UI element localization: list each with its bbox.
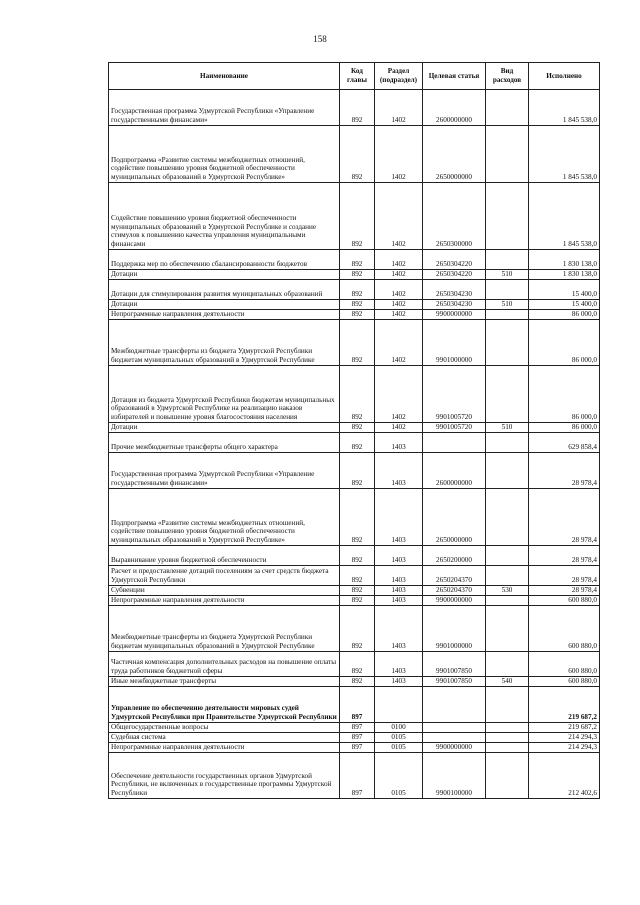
row-done: 86 000,0 <box>529 423 600 433</box>
row-target: 2650304230 <box>423 300 486 310</box>
header-section: Раздел (подраздел) <box>375 63 423 90</box>
row-done: 219 687,2 <box>529 687 600 723</box>
table-row <box>109 753 600 799</box>
header-type: Вид расходов <box>486 63 529 90</box>
row-code: 892 <box>340 453 375 489</box>
row-section: 1402 <box>375 90 423 126</box>
row-target: 2650204370 <box>423 566 486 586</box>
row-type <box>486 753 529 799</box>
row-target: 9900000000 <box>423 596 486 606</box>
table-row <box>109 652 600 677</box>
row-type <box>486 596 529 606</box>
table-row <box>109 566 600 586</box>
row-name: Дотации <box>109 423 340 433</box>
row-section: 1402 <box>375 300 423 310</box>
row-name: Прочие межбюджетные трансферты общего характера <box>109 433 340 453</box>
table-row <box>109 743 600 753</box>
row-done: 219 687,2 <box>529 723 600 733</box>
row-code: 897 <box>340 723 375 733</box>
budget-table <box>108 62 600 799</box>
row-section: 1402 <box>375 423 423 433</box>
row-type: 510 <box>486 270 529 280</box>
row-done: 629 858,4 <box>529 433 600 453</box>
row-code: 897 <box>340 687 375 723</box>
row-name: Дотация из бюджета Удмуртской Республики бюджетам муниципальных образований в Удмуртской Республике на реализацию наказов избирателей и повышение уровня благосостояния населения <box>109 366 340 423</box>
row-section: 1402 <box>375 310 423 320</box>
row-type <box>486 723 529 733</box>
row-target: 2650204370 <box>423 586 486 596</box>
row-type: 540 <box>486 677 529 687</box>
table-row <box>109 183 600 250</box>
row-code: 897 <box>340 733 375 743</box>
row-code: 892 <box>340 566 375 586</box>
row-target: 2650304220 <box>423 270 486 280</box>
row-target: 2650304230 <box>423 280 486 300</box>
row-type <box>486 183 529 250</box>
row-name: Иные межбюджетные трансферты <box>109 677 340 687</box>
row-section: 1403 <box>375 652 423 677</box>
row-code: 892 <box>340 546 375 566</box>
row-section: 0105 <box>375 743 423 753</box>
header-done: Исполнено <box>529 63 600 90</box>
row-name: Непрограммные направления деятельности <box>109 596 340 606</box>
row-type <box>486 733 529 743</box>
row-target: 9901007850 <box>423 652 486 677</box>
table-row <box>109 733 600 743</box>
row-done: 86 000,0 <box>529 320 600 366</box>
row-section: 0100 <box>375 723 423 733</box>
row-code: 892 <box>340 677 375 687</box>
row-type: 530 <box>486 586 529 596</box>
row-type <box>486 546 529 566</box>
table-row <box>109 687 600 723</box>
row-done: 1 830 138,0 <box>529 250 600 270</box>
table-row <box>109 300 600 310</box>
row-name: Межбюджетные трансферты из бюджета Удмуртской Республики бюджетам муниципальных образований в Удмуртской Республике <box>109 320 340 366</box>
table-row <box>109 320 600 366</box>
row-done: 15 400,0 <box>529 300 600 310</box>
row-done: 1 830 138,0 <box>529 270 600 280</box>
row-target: 9901005720 <box>423 423 486 433</box>
row-type <box>486 90 529 126</box>
row-code: 892 <box>340 90 375 126</box>
table-row <box>109 250 600 270</box>
row-target <box>423 433 486 453</box>
table-row <box>109 280 600 300</box>
row-target: 2600000000 <box>423 453 486 489</box>
table-row <box>109 270 600 280</box>
row-target: 2650300000 <box>423 183 486 250</box>
table-row <box>109 489 600 546</box>
row-target: 2650304220 <box>423 250 486 270</box>
row-target: 9900000000 <box>423 743 486 753</box>
row-name: Обеспечение деятельности государственных органов Удмуртской Республики, не включенных в государственные программы Удмуртской Республики <box>109 753 340 799</box>
row-target <box>423 733 486 743</box>
row-done: 214 294,3 <box>529 743 600 753</box>
row-target: 2650000000 <box>423 126 486 183</box>
row-section: 1403 <box>375 546 423 566</box>
row-target: 9900000000 <box>423 310 486 320</box>
table-row <box>109 677 600 687</box>
table-row <box>109 596 600 606</box>
row-type <box>486 566 529 586</box>
row-section: 1402 <box>375 183 423 250</box>
row-code: 892 <box>340 310 375 320</box>
table-row <box>109 423 600 433</box>
row-done: 86 000,0 <box>529 310 600 320</box>
row-code: 892 <box>340 652 375 677</box>
row-name: Поддержка мер по обеспечению сбалансированности бюджетов <box>109 250 340 270</box>
row-code: 892 <box>340 126 375 183</box>
row-target <box>423 723 486 733</box>
row-code: 892 <box>340 433 375 453</box>
row-name: Подпрограмма «Развитие системы межбюджетных отношений, содействие повышению уровня бюджетной обеспеченности муниципальных образований в Удмуртской Республике» <box>109 489 340 546</box>
row-name: Общегосударственные вопросы <box>109 723 340 733</box>
row-done: 86 000,0 <box>529 366 600 423</box>
row-done: 28 978,4 <box>529 566 600 586</box>
table-row <box>109 586 600 596</box>
row-code: 892 <box>340 596 375 606</box>
row-type <box>486 652 529 677</box>
row-name: Субвенции <box>109 586 340 596</box>
row-type <box>486 310 529 320</box>
table-row <box>109 453 600 489</box>
row-section: 1403 <box>375 566 423 586</box>
row-target: 9901000000 <box>423 320 486 366</box>
row-target: 9901007850 <box>423 677 486 687</box>
row-done: 1 845 538,0 <box>529 183 600 250</box>
row-done: 214 294,3 <box>529 733 600 743</box>
row-section: 0105 <box>375 753 423 799</box>
row-code: 892 <box>340 270 375 280</box>
row-section: 1403 <box>375 586 423 596</box>
table-header-row <box>109 63 600 90</box>
row-section: 1402 <box>375 280 423 300</box>
row-section: 1403 <box>375 433 423 453</box>
row-code: 892 <box>340 250 375 270</box>
row-target: 9900100000 <box>423 753 486 799</box>
row-target: 2650200000 <box>423 546 486 566</box>
table-row <box>109 606 600 652</box>
row-code: 897 <box>340 753 375 799</box>
row-done: 28 978,4 <box>529 489 600 546</box>
row-name: Государственная программа Удмуртской Республики «Управление государственными финансами» <box>109 90 340 126</box>
table-row <box>109 546 600 566</box>
row-type <box>486 433 529 453</box>
row-type <box>486 453 529 489</box>
row-code: 892 <box>340 300 375 310</box>
row-done: 600 880,0 <box>529 596 600 606</box>
row-type: 510 <box>486 423 529 433</box>
row-done: 28 978,4 <box>529 586 600 596</box>
row-name: Расчет и предоставление дотаций поселениям за счет средств бюджета Удмуртской Республики <box>109 566 340 586</box>
row-name: Управление по обеспечению деятельности мировых судей Удмуртской Республики при Правительстве Удмуртской Республики <box>109 687 340 723</box>
table-row <box>109 433 600 453</box>
row-target: 9901000000 <box>423 606 486 652</box>
table-row <box>109 310 600 320</box>
row-name: Дотации для стимулирования развития муниципальных образований <box>109 280 340 300</box>
row-type <box>486 280 529 300</box>
row-code: 892 <box>340 366 375 423</box>
row-section: 1402 <box>375 270 423 280</box>
row-done: 600 880,0 <box>529 606 600 652</box>
row-section: 1402 <box>375 250 423 270</box>
row-type <box>486 320 529 366</box>
row-target: 2600000000 <box>423 90 486 126</box>
header-name: Наименование <box>109 63 340 90</box>
table-body <box>109 90 600 799</box>
row-code: 892 <box>340 280 375 300</box>
row-code: 892 <box>340 489 375 546</box>
row-name: Выравнивание уровня бюджетной обеспеченности <box>109 546 340 566</box>
header-target: Целевая статья <box>423 63 486 90</box>
row-type <box>486 126 529 183</box>
row-section: 1402 <box>375 320 423 366</box>
row-name: Непрограммные направления деятельности <box>109 743 340 753</box>
table-row <box>109 90 600 126</box>
row-target: 2650000000 <box>423 489 486 546</box>
row-type <box>486 250 529 270</box>
row-type <box>486 606 529 652</box>
row-type <box>486 366 529 423</box>
row-name: Межбюджетные трансферты из бюджета Удмуртской Республики бюджетам муниципальных образований в Удмуртской Республике <box>109 606 340 652</box>
row-name: Непрограммные направления деятельности <box>109 310 340 320</box>
row-done: 600 880,0 <box>529 652 600 677</box>
row-type <box>486 743 529 753</box>
row-section: 1402 <box>375 366 423 423</box>
row-name: Дотации <box>109 270 340 280</box>
row-type <box>486 489 529 546</box>
row-target <box>423 687 486 723</box>
row-name: Частичная компенсация дополнительных расходов на повышение оплаты труда работников бюджетной сферы <box>109 652 340 677</box>
row-done: 1 845 538,0 <box>529 126 600 183</box>
table-row <box>109 366 600 423</box>
page-number: 158 <box>313 34 327 44</box>
header-code: Код главы <box>340 63 375 90</box>
row-name: Судебная система <box>109 733 340 743</box>
table-row <box>109 126 600 183</box>
row-done: 28 978,4 <box>529 453 600 489</box>
row-section: 0105 <box>375 733 423 743</box>
row-name: Содействие повышению уровня бюджетной обеспеченности муниципальных образований в Удмуртской Республике и создание стимулов к повышению качества управления муниципальными финансами <box>109 183 340 250</box>
row-done: 15 400,0 <box>529 280 600 300</box>
row-code: 892 <box>340 606 375 652</box>
row-type <box>486 687 529 723</box>
row-section: 1403 <box>375 677 423 687</box>
row-name: Государственная программа Удмуртской Республики «Управление государственными финансами» <box>109 453 340 489</box>
row-done: 1 845 538,0 <box>529 90 600 126</box>
row-section: 1403 <box>375 606 423 652</box>
row-section <box>375 687 423 723</box>
row-code: 892 <box>340 423 375 433</box>
row-section: 1403 <box>375 596 423 606</box>
row-done: 600 880,0 <box>529 677 600 687</box>
row-code: 892 <box>340 320 375 366</box>
row-type: 510 <box>486 300 529 310</box>
row-code: 892 <box>340 183 375 250</box>
row-name: Дотации <box>109 300 340 310</box>
row-code: 897 <box>340 743 375 753</box>
row-section: 1403 <box>375 453 423 489</box>
row-done: 28 978,4 <box>529 546 600 566</box>
row-code: 892 <box>340 586 375 596</box>
row-target: 9901005720 <box>423 366 486 423</box>
row-done: 212 402,6 <box>529 753 600 799</box>
row-section: 1403 <box>375 489 423 546</box>
row-section: 1402 <box>375 126 423 183</box>
table-row <box>109 723 600 733</box>
row-name: Подпрограмма «Развитие системы межбюджетных отношений, содействие повышению уровня бюджетной обеспеченности муниципальных образований в Удмуртской Республике» <box>109 126 340 183</box>
